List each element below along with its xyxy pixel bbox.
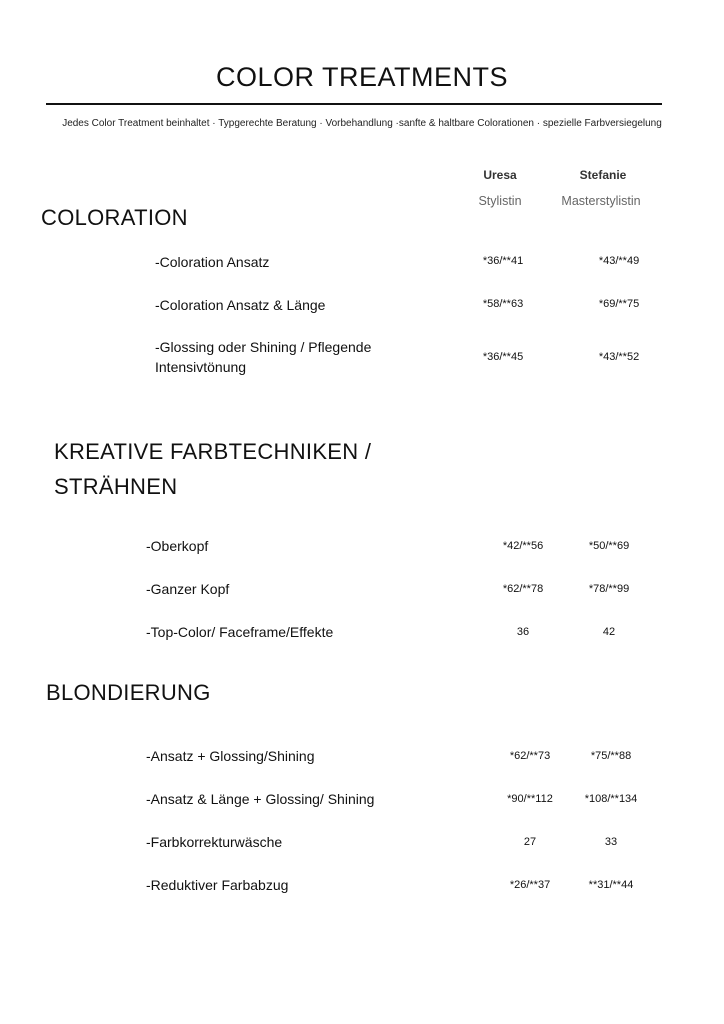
price-stefanie: *78/**99: [588, 583, 630, 595]
section-title-coloration: COLORATION: [41, 205, 188, 230]
service-item-label: -Oberkopf: [146, 538, 209, 554]
price-uresa: 36: [516, 626, 530, 638]
section-title-kreative-farbtechniken: KREATIVE FARBTECHNIKEN / STRÄHNEN: [54, 439, 372, 499]
service-item-label: -Ansatz + Glossing/Shining: [146, 748, 315, 764]
price-uresa: *58/**63: [482, 298, 524, 310]
page-title: COLOR TREATMENTS: [215, 62, 509, 92]
stylist-name-stefanie: Stefanie: [579, 168, 627, 182]
price-uresa: *42/**56: [502, 540, 544, 552]
price-stefanie: *43/**52: [598, 351, 640, 363]
price-uresa: *26/**37: [509, 879, 551, 891]
price-uresa: *36/**41: [482, 255, 524, 267]
price-stefanie: *43/**49: [598, 255, 640, 267]
title-divider: [46, 103, 662, 105]
price-uresa: *62/**73: [509, 750, 551, 762]
stylist-role-stefanie: Masterstylistin: [561, 194, 641, 208]
service-item-label: -Top-Color/ Faceframe/Effekte: [146, 624, 334, 640]
service-item-label: -Ganzer Kopf: [146, 581, 230, 597]
price-stefanie: 42: [602, 626, 616, 638]
price-uresa: *62/**78: [502, 583, 544, 595]
price-stefanie: *75/**88: [590, 750, 632, 762]
service-item-label: -Glossing oder Shining / Pflegende Intensivtönung: [155, 339, 372, 375]
price-uresa: *36/**45: [482, 351, 524, 363]
intro-text: Jedes Color Treatment beinhaltet · Typgerechte Beratung · Vorbehandlung ·sanfte & haltbare Colorationen · spezielle Farbversiegelung: [62, 118, 662, 129]
price-stefanie: *108/**134: [584, 793, 638, 805]
service-item-label: -Coloration Ansatz: [155, 254, 270, 270]
price-uresa: 27: [523, 836, 537, 848]
service-item-label: -Farbkorrekturwäsche: [146, 834, 283, 850]
service-item-label: -Reduktiver Farbabzug: [146, 877, 289, 893]
price-stefanie: *69/**75: [598, 298, 640, 310]
stylist-name-uresa: Uresa: [483, 168, 517, 182]
section-title-blondierung: BLONDIERUNG: [46, 680, 211, 705]
stylist-role-uresa: Stylistin: [478, 194, 522, 208]
price-stefanie: 33: [604, 836, 618, 848]
service-item-label: -Ansatz & Länge + Glossing/ Shining: [146, 791, 375, 807]
service-item-label: -Coloration Ansatz & Länge: [155, 297, 326, 313]
price-uresa: *90/**112: [507, 793, 553, 805]
price-stefanie: **31/**44: [588, 879, 634, 891]
price-stefanie: *50/**69: [588, 540, 630, 552]
